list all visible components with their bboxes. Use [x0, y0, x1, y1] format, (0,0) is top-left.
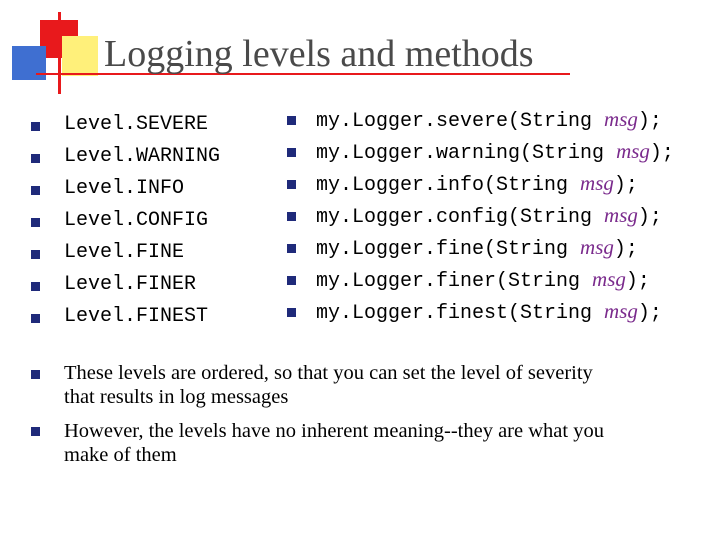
level-item: Level.SEVERE: [64, 113, 209, 136]
method-item: [316, 267, 650, 294]
method-argument: msg: [604, 299, 638, 323]
note-ordering: These levels are ordered, so that you can set the level of severity that results in log messages: [64, 362, 593, 408]
bullet-icon: [287, 308, 296, 317]
bullet-icon: [287, 116, 296, 125]
note-meaning: However, the levels have no inherent meaning--they are what you make of them: [64, 420, 604, 466]
method-suffix: );: [637, 110, 662, 133]
method-item: [316, 235, 638, 262]
method-item: [316, 107, 662, 134]
method-suffix: );: [613, 174, 638, 197]
method-suffix: );: [613, 238, 638, 261]
bullet-icon: [31, 370, 40, 379]
slide-title: Logging levels and methods: [104, 33, 534, 75]
level-item: Level.FINER: [64, 273, 197, 296]
method-prefix: my.Logger.finer(String: [316, 270, 593, 293]
method-item: [316, 171, 638, 198]
method-suffix: );: [649, 142, 674, 165]
bullet-icon: [31, 154, 40, 163]
bullet-icon: [31, 314, 40, 323]
method-suffix: );: [637, 206, 662, 229]
bullet-icon: [31, 427, 40, 436]
level-item: Level.WARNING: [64, 145, 221, 168]
level-item: Level.INFO: [64, 177, 185, 200]
method-item: [316, 203, 662, 230]
method-suffix: );: [637, 302, 662, 325]
bullet-icon: [287, 212, 296, 221]
method-argument: msg: [616, 139, 650, 163]
method-prefix: my.Logger.finest(String: [316, 302, 605, 325]
bullet-icon: [31, 282, 40, 291]
bullet-icon: [287, 276, 296, 285]
method-item: [316, 139, 674, 166]
method-argument: msg: [580, 235, 614, 259]
bullet-icon: [287, 148, 296, 157]
method-prefix: my.Logger.warning(String: [316, 142, 617, 165]
method-prefix: my.Logger.fine(String: [316, 238, 581, 261]
method-argument: msg: [604, 107, 638, 131]
method-argument: msg: [580, 171, 614, 195]
bullet-icon: [31, 218, 40, 227]
bullet-icon: [31, 250, 40, 259]
method-prefix: my.Logger.severe(String: [316, 110, 605, 133]
method-item: [316, 299, 662, 326]
decor-yellow-square: [62, 36, 98, 76]
level-item: Level.FINE: [64, 241, 185, 264]
bullet-icon: [31, 186, 40, 195]
method-suffix: );: [625, 270, 650, 293]
method-prefix: my.Logger.info(String: [316, 174, 581, 197]
level-item: Level.CONFIG: [64, 209, 209, 232]
level-item: Level.FINEST: [64, 305, 209, 328]
method-prefix: my.Logger.config(String: [316, 206, 605, 229]
method-argument: msg: [604, 203, 638, 227]
bullet-icon: [31, 122, 40, 131]
decor-vertical-line: [58, 12, 61, 94]
bullet-icon: [287, 244, 296, 253]
bullet-icon: [287, 180, 296, 189]
method-argument: msg: [592, 267, 626, 291]
